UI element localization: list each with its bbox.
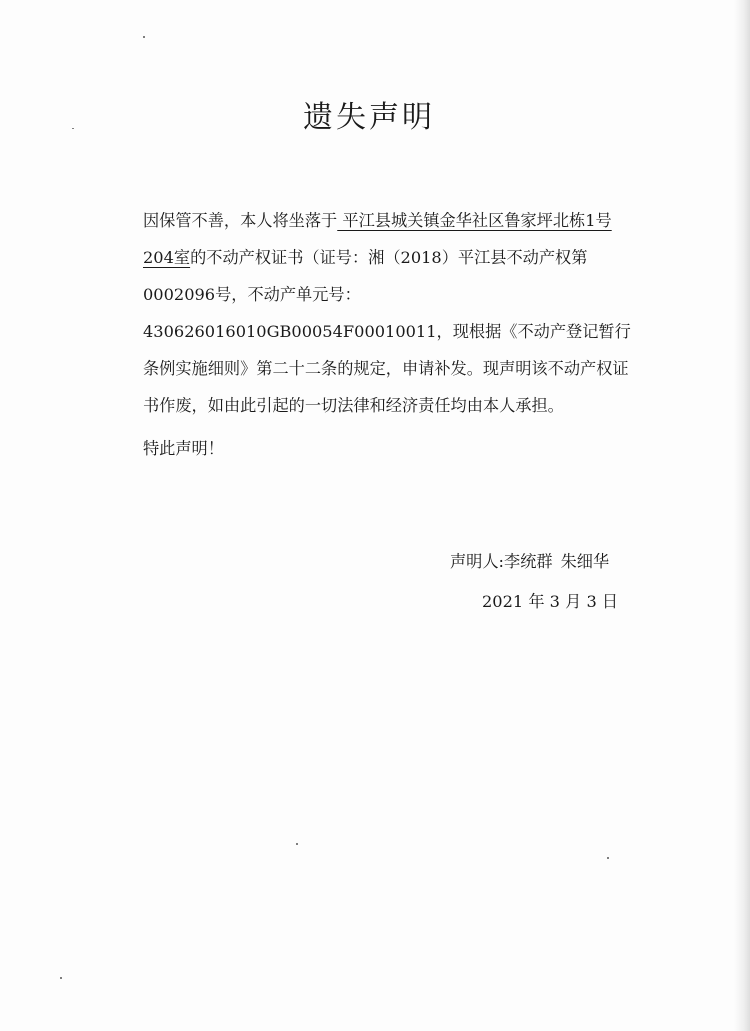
document-title: 遗失声明 [303, 100, 435, 135]
declaration-date: 2021 年 3 月 3 日 [482, 592, 619, 611]
property-address: 平江县城关镇金华社区鲁家坪北栋1号204室 [143, 211, 612, 267]
scan-speck [296, 843, 298, 845]
statement-paragraph [110, 202, 638, 424]
declarant-name-2: 朱细华 [560, 552, 610, 571]
document-body [110, 202, 638, 467]
closing-statement: 特此声明！ [143, 439, 224, 458]
scan-speck [72, 128, 74, 129]
declarant-name-1: 李统群 [504, 552, 553, 571]
declarant-label: 声明人: [450, 552, 505, 571]
scan-speck [60, 977, 62, 979]
declarant-line [450, 550, 609, 574]
scan-edge-shadow [734, 0, 750, 1031]
scan-speck [607, 857, 609, 859]
scan-speck [143, 36, 145, 38]
statement-details: 的不动产权证书（证号：湘（2018）平江县不动产权第0002096号，不动产单元号：430626016010GB00054F00010011，现根据《不动产登记暂行条例实施细则》第二十二条的规定，申请补发。现声明该不动产权证书作废，如由此引起的一切法律和经济责任均由本人承担。 [143, 248, 631, 415]
statement-lead: 因保管不善，本人将坐落于 [143, 211, 338, 230]
